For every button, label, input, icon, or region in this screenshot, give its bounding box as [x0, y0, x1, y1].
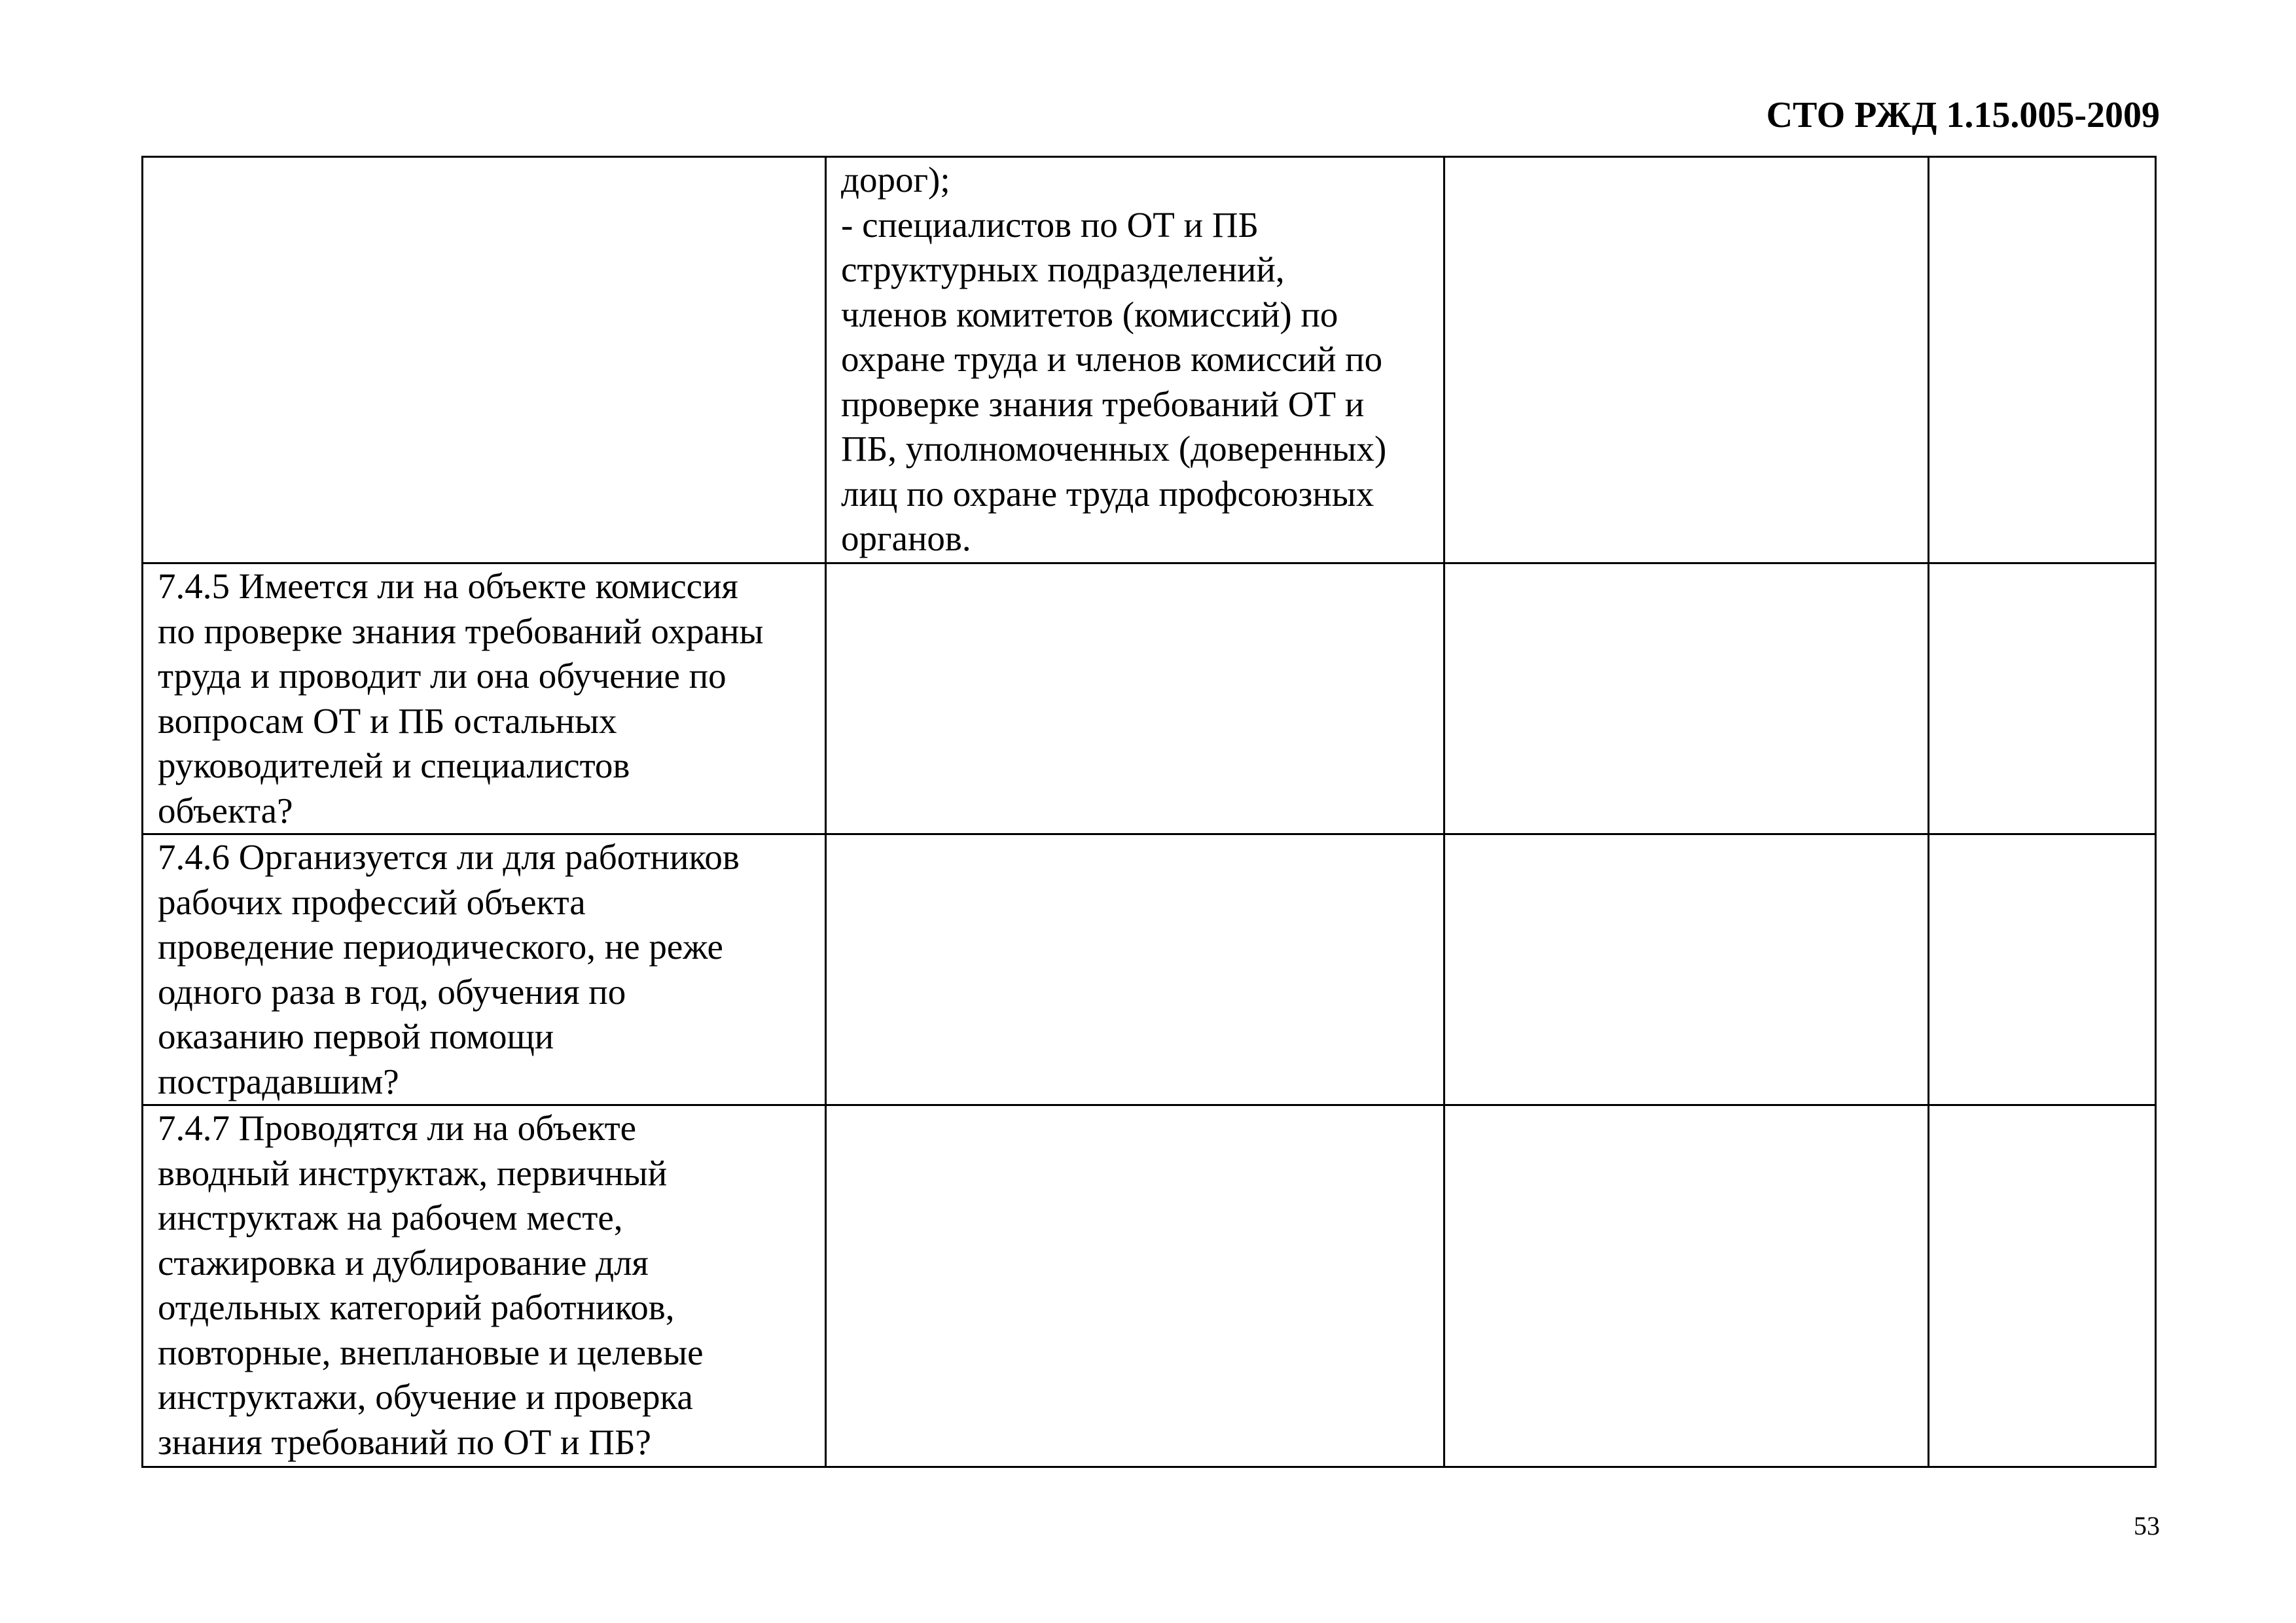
- question-cell: 7.4.7 Проводятся ли на объекте вводный инструктаж, первичный инструктаж на рабочем месте, стажировка и дублирование для отдельных категорий работников, повторные, внеплановые и целевые инструктажи, обучение и проверка знания требований по ОТ и ПБ?: [143, 1105, 826, 1467]
- table-row: [143, 1105, 2156, 1467]
- question-cell: 7.4.6 Организуется ли для работников рабочих профессий объекта проведение периодического, не реже одного раза в год, обучения по оказанию первой помощи пострадавшим?: [143, 834, 826, 1105]
- table-row: [143, 563, 2156, 834]
- page-number: 53: [2134, 1511, 2160, 1541]
- table-row: [143, 834, 2156, 1105]
- result-cell: [1444, 1105, 1929, 1467]
- requirement-cell: [826, 563, 1444, 834]
- note-cell: [1929, 834, 2156, 1105]
- checklist-table: [141, 156, 2157, 1468]
- requirement-cell: дорог); - специалистов по ОТ и ПБ структурных подразделений, членов комитетов (комиссий) по охране труда и членов комиссий по проверке знания требований ОТ и ПБ, уполномоченных (доверенных) лиц по охране труда профсоюзных органов.: [826, 157, 1444, 563]
- result-cell: [1444, 834, 1929, 1105]
- result-cell: [1444, 157, 1929, 563]
- result-cell: [1444, 563, 1929, 834]
- requirement-cell: [826, 1105, 1444, 1467]
- note-cell: [1929, 157, 2156, 563]
- note-cell: [1929, 563, 2156, 834]
- requirement-cell: [826, 834, 1444, 1105]
- note-cell: [1929, 1105, 2156, 1467]
- table-row: [143, 157, 2156, 563]
- document-code-header: СТО РЖД 1.15.005-2009: [1766, 95, 2160, 135]
- question-cell: [143, 157, 826, 563]
- question-cell: 7.4.5 Имеется ли на объекте комиссия по проверке знания требований охраны труда и проводит ли она обучение по вопросам ОТ и ПБ остальных руководителей и специалистов объекта?: [143, 563, 826, 834]
